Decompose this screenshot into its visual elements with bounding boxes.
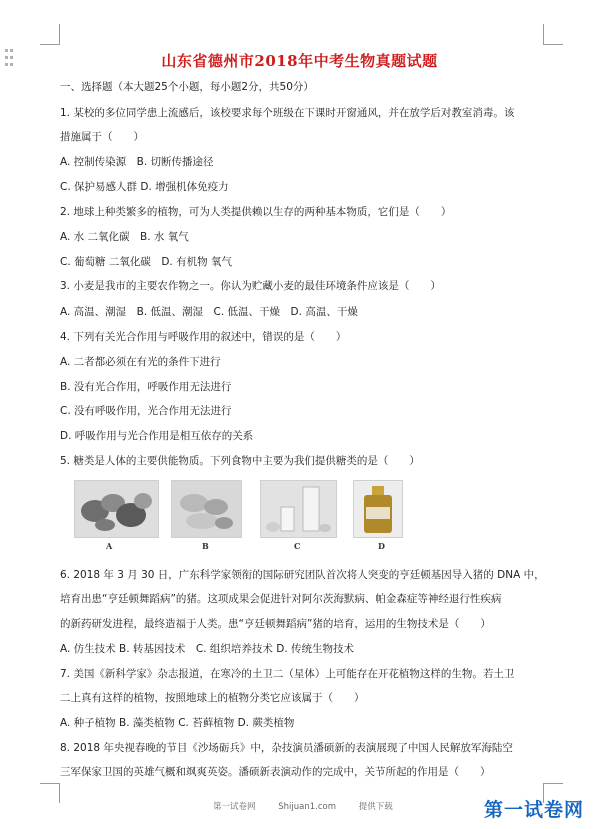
milk-eggs-image <box>260 480 337 538</box>
question-line: 5. 糖类是人体的主要供能物质。下列食物中主要为我们提供糖类的是（ ） <box>60 455 420 467</box>
crop-mark-bottom-right-h <box>543 783 563 784</box>
footer-action: 提供下载 <box>358 802 393 812</box>
vegetables-image <box>74 480 159 538</box>
crop-mark-top-left-v <box>59 24 60 44</box>
option-line: A. 二者都必须在有光的条件下进行 <box>60 356 221 368</box>
option-line: C. 葡萄糖 二氧化碳 D. 有机物 氧气 <box>60 256 232 268</box>
option-line: D. 呼吸作用与光合作用是相互依存的关系 <box>60 430 254 442</box>
option-line: C. 保护易感人群 D. 增强机体免疫力 <box>60 181 229 193</box>
crop-mark-top-left-h <box>40 44 60 45</box>
question-line: 1. 某校的多位同学患上流感后，该校要求每个班级在下课时开窗通风，并在放学后对教室消毒。该 <box>60 107 515 119</box>
crop-mark-bottom-left-v <box>59 783 60 803</box>
cooking-oil-image <box>353 480 403 538</box>
question-line: 措施属于（ ） <box>60 131 144 143</box>
question-line: 6. 2018 年 3 月 30 日，广东科学家领衔的国际研究团队首次将人突变的亨廷顿基因导入猪的 DNA 中， <box>60 569 545 581</box>
option-line: C. 没有呼吸作用，光合作用无法进行 <box>60 405 232 417</box>
crop-mark-bottom-left-h <box>40 783 60 784</box>
image-label-c: C <box>294 541 301 551</box>
page-footer <box>213 800 413 812</box>
brand-logo: 第一试卷网 <box>484 799 585 821</box>
image-label-b: B <box>202 541 209 551</box>
question-line: 2. 地球上种类繁多的植物，可为人类提供赖以生存的两种基本物质，它们是（ ） <box>60 206 452 218</box>
option-line: A. 仿生技术 B. 转基因技术 C. 组织培养技术 D. 传统生物技术 <box>60 643 354 655</box>
option-line: A. 控制传染源 B. 切断传播途径 <box>60 156 214 168</box>
question-line: 培育出患“亨廷顿舞蹈病”的猪。这项成果会促进针对阿尔茨海默病、帕金森症等神经退行性疾病 <box>60 593 502 605</box>
option-line: A. 水 二氧化碳 B. 水 氧气 <box>60 231 189 243</box>
footer-domain[interactable]: Shijuan1.com <box>278 802 336 812</box>
bread-potatoes-image <box>171 480 242 538</box>
section-heading: 一、选择题（本大题25个小题，每小题2分，共50分） <box>60 81 314 93</box>
option-line: B. 没有光合作用，呼吸作用无法进行 <box>60 381 232 393</box>
question-line: 7. 美国《新科学家》杂志报道，在寒冷的土卫二（星体）上可能存在开花植物这样的生物。若土卫 <box>60 668 515 680</box>
image-label-a: A <box>106 541 113 551</box>
crop-mark-top-right-v <box>543 24 544 44</box>
question-line: 3. 小麦是我市的主要农作物之一。你认为贮藏小麦的最佳环境条件应该是（ ） <box>60 280 441 292</box>
question-line: 8. 2018 年央视春晚的节目《沙场砺兵》中，杂技演员潘硕新的表演展现了中国人民解放军海陆空 <box>60 742 513 754</box>
footer-site: 第一试卷网 <box>213 802 256 812</box>
document-title: 山东省德州市2018年中考生物真题试题 <box>161 52 438 70</box>
option-line: A. 种子植物 B. 藻类植物 C. 苔藓植物 D. 蕨类植物 <box>60 717 295 729</box>
question-line: 二上真有这样的植物，按照地球上的植物分类它应该属于（ ） <box>60 692 365 704</box>
question-line: 的新药研发进程，最终造福于人类。患“亨廷顿舞蹈病”猪的培育，运用的生物技术是（ ） <box>60 618 491 630</box>
question-line: 三军保家卫国的英雄气概和飒爽英姿。潘硕新表演动作的完成中，关节所起的作用是（ ） <box>60 766 491 778</box>
image-label-d: D <box>378 541 385 551</box>
crop-mark-top-right-h <box>543 44 563 45</box>
option-line: A. 高温、潮湿 B. 低温、潮湿 C. 低温、干燥 D. 高温、干燥 <box>60 306 358 318</box>
question-line: 4. 下列有关光合作用与呼吸作用的叙述中，错误的是（ ） <box>60 331 347 343</box>
